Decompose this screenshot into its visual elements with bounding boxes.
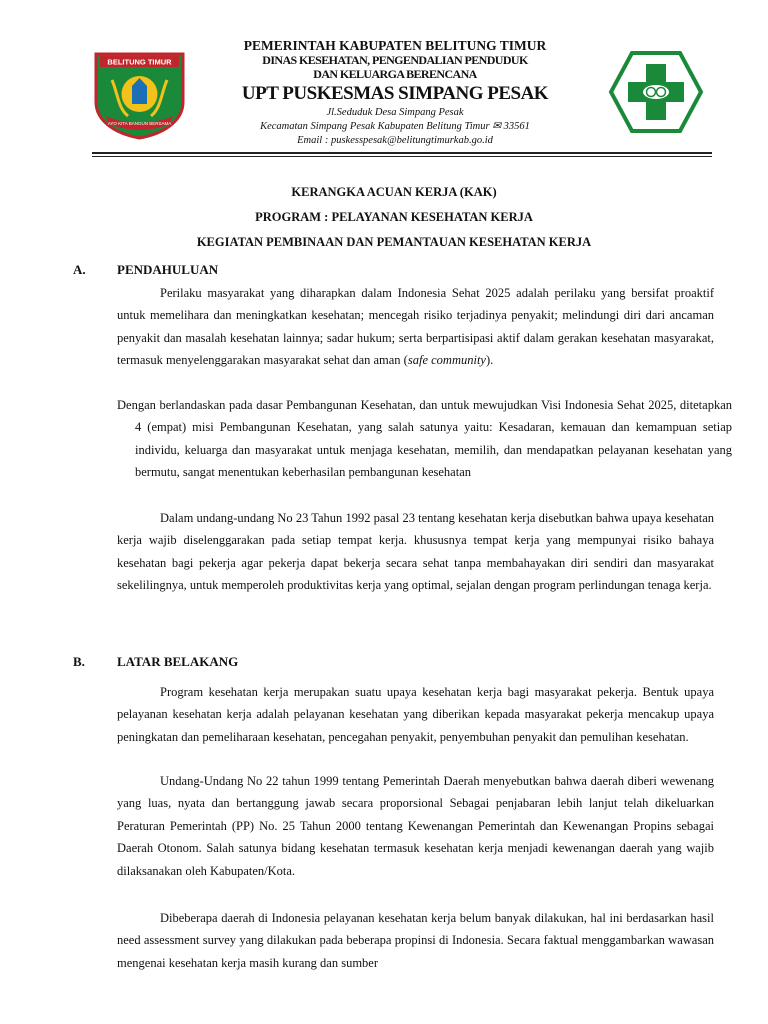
- section-b-paragraph-1: Program kesehatan kerja merupakan suatu upaya kesehatan kerja bagi masyarakat pekerja. Bentuk upaya pelayanan kesehatan kerja adalah pelayanan kesehatan yang diberikan kepada masyarakat pekerja mencakup upaya peningkatan dan pemeliharaan kesehatan, pencegahan penyakit, penyembuhan penyakit dan pemulihan kesehatan.: [117, 685, 714, 744]
- section-b-paragraph-2: Undang-Undang No 22 tahun 1999 tentang Pemerintah Daerah menyebutkan bahwa daerah diberi wewenang yang luas, nyata dan bertanggung jawab secara proporsional Sebagai penjabaran lebih lanjut telah dikeluarkan Peraturan Pemerintah (PP) No. 25 Tahun 2000 tentang Kewenangan Pemerintah dan Kewenangan Propins sebagai Daerah Otonom. Salah satunya bidang kesehatan termasuk kesehatan kerja menjadi kewenangan daerah yang wajib dilaksanakan oleh Kabupaten/Kota.: [117, 774, 714, 878]
- section-a-heading: [73, 262, 218, 278]
- dept-name-1: DINAS KESEHATAN, PENGENDALIAN PENDUDUK: [262, 53, 528, 67]
- section-a-number: A.: [73, 262, 86, 277]
- org-name: UPT PUSKESMAS SIMPANG PESAK: [241, 83, 549, 104]
- section-a-title: PENDAHULUAN: [117, 262, 219, 277]
- section-b-title: LATAR BELAKANG: [117, 654, 239, 669]
- logo-text-bottom: AYO KITA BANGUN BERSAMA: [107, 121, 172, 126]
- puskesmas-logo: [608, 50, 704, 134]
- address-line-2: Kecamatan Simpang Pesak Kabupaten Belitung Timur ✉ 33561: [260, 121, 530, 132]
- letterhead: [190, 38, 600, 148]
- section-b-heading: [73, 654, 238, 670]
- header-rule-thick: [92, 152, 712, 154]
- belitung-timur-logo: [92, 50, 187, 140]
- safe-community-term: safe community: [407, 353, 486, 368]
- document-titles: [56, 180, 732, 255]
- section-a-paragraph-2: Dengan berlandaskan pada dasar Pembangunan Kesehatan, dan untuk mewujudkan Visi Indonesia Sehat 2025, ditetapkan 4 (empat) misi Pembangunan Kesehatan, yang salah satunya yaitu: Kesadaran, kemauan dan kemampuan setiap individu, keluarga dan masyarakat untuk menjaga kesehatan, memilih, dan mendapatkan pelayanan kesehatan yang bermutu, sangat menentukan keberhasilan pembangunan kesehatan: [117, 398, 732, 480]
- section-b-paragraph-3: Dibeberapa daerah di Indonesia pelayanan kesehatan kerja belum banyak dilakukan, hal ini berdasarkan hasil need assessment survey yang dilakukan pada beberapa propinsi di Indonesia. Secara faktual menggambarkan wawasan mengenai kesehatan kerja masih kurang dan sumber: [117, 911, 714, 970]
- logo-text-top: BELITUNG TIMUR: [107, 57, 172, 67]
- email-line: Email : puskesspesak@belitungtimurkab.go.id: [297, 135, 493, 146]
- address-line-1: Jl.Seduduk Desa Simpang Pesak: [326, 107, 464, 118]
- gov-name: PEMERINTAH KABUPATEN BELITUNG TIMUR: [243, 38, 547, 53]
- dept-name-2: DAN KELUARGA BERENCANA: [313, 67, 477, 81]
- title-kegiatan: KEGIATAN PEMBINAAN DAN PEMANTAUAN KESEHATAN KERJA: [196, 235, 592, 249]
- section-a-paragraph-3: Dalam undang-undang No 23 Tahun 1992 pasal 23 tentang kesehatan kerja disebutkan bahwa upaya kesehatan kerja wajib diselenggarakan pada setiap tempat kerja. khususnya tempat kerja yang mempunyai risiko bahaya kesehatan bagi pekerja agar pekerja dapat bekerja secara sehat tanpa membahayakan diri sendiri dan masyarakat sekelilingnya, untuk memperoleh produktivitas kerja yang optimal, sejalan dengan program perlindungan tenaga kerja.: [117, 511, 714, 593]
- header-rule-thin: [92, 156, 712, 157]
- section-b-number: B.: [73, 654, 85, 669]
- title-program: PROGRAM : PELAYANAN KESEHATAN KERJA: [255, 210, 533, 224]
- title-kak: KERANGKA ACUAN KERJA (KAK): [291, 185, 497, 199]
- section-a-paragraph-1: Perilaku masyarakat yang diharapkan dalam Indonesia Sehat 2025 adalah perilaku yang bersifat proaktif untuk memelihara dan meningkatkan kesehatan; mencegah risiko terjadinya penyakit; melindungi diri dari ancaman penyakit dan masalah kesehatan lainnya; sadar hukum; serta berpartisipasi aktif dalam gerakan kesehatan masyarakat, termasuk menyelenggarakan masyarakat sehat dan aman (safe community).: [117, 286, 714, 368]
